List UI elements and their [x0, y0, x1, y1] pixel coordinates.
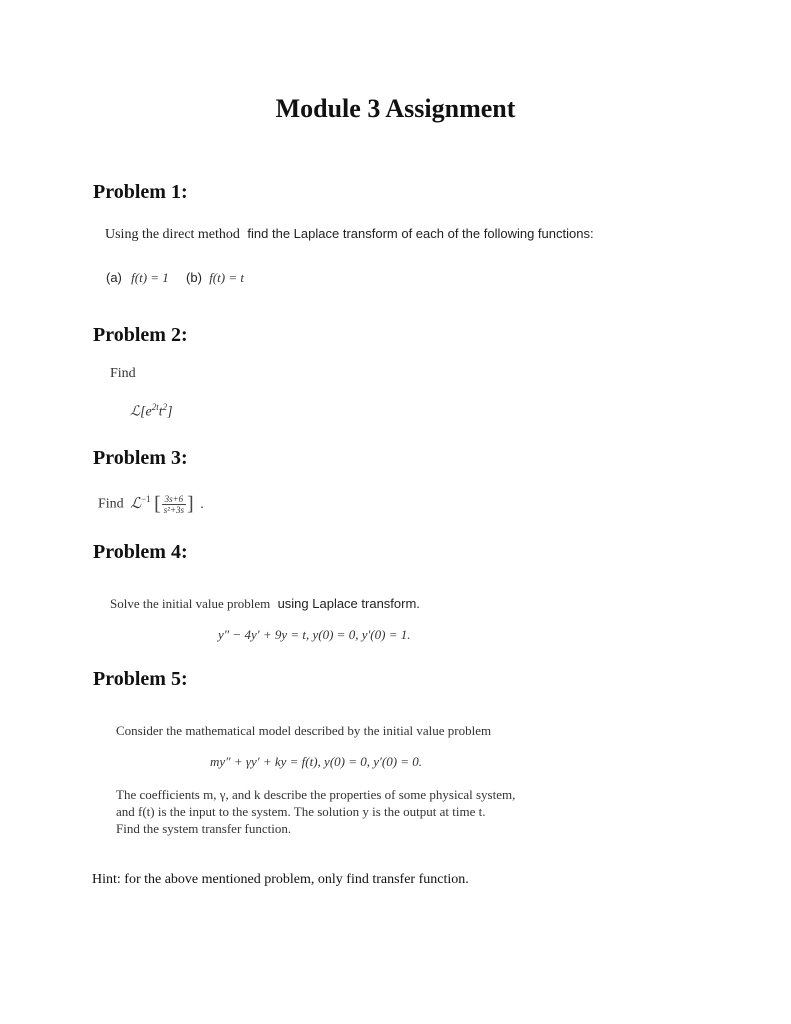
problem-3-find: Find	[98, 496, 124, 512]
problem-5-description	[116, 786, 586, 837]
problem-3-expression	[98, 493, 204, 516]
problem-4-instruction	[110, 596, 420, 612]
problem-5-line-2: and f(t) is the input to the system. The solution y is the output at time t.	[116, 804, 486, 819]
problem-2-exp2: 2	[162, 402, 168, 412]
problem-4-instruction-part2: using Laplace transform.	[277, 596, 420, 611]
problem-1-a-label: (a)	[106, 270, 122, 285]
problem-2-expression	[130, 402, 173, 421]
problem-5-heading: Problem 5:	[93, 668, 188, 690]
problem-3-heading: Problem 3:	[93, 447, 188, 469]
problem-3-numerator: 3s+6	[162, 494, 186, 505]
problem-3-denominator: s²+3s	[163, 505, 185, 515]
problem-1-instruction	[105, 226, 594, 243]
problem-2-expr-prefix: ℒ[e	[130, 404, 152, 420]
page-title: Module 3 Assignment	[275, 94, 516, 123]
right-bracket-icon: ]	[187, 493, 194, 515]
problem-3-fraction	[162, 494, 186, 515]
hint-text: Hint: for the above mentioned problem, only find transfer function.	[92, 872, 469, 887]
problem-1-heading: Problem 1:	[93, 181, 188, 203]
problem-1-items	[106, 270, 244, 286]
problem-1-instruction-part1: Using the direct method	[105, 227, 240, 242]
problem-2-expr-suffix: ]	[167, 404, 173, 420]
problem-3-operator: ℒ	[130, 495, 141, 512]
problem-1-b-label: (b)	[186, 270, 202, 285]
problem-3-period: .	[200, 496, 204, 512]
problem-4-equation: y″ − 4y′ + 9y = t, y(0) = 0, y′(0) = 1.	[218, 627, 411, 642]
problem-3-inverse: −1	[141, 494, 151, 505]
problem-1-b-expr: f(t) = t	[209, 270, 244, 285]
problem-5-line-1: The coefficients m, γ, and k describe the properties of some physical system,	[116, 787, 516, 802]
problem-4-heading: Problem 4:	[93, 541, 188, 563]
problem-2-heading: Problem 2:	[93, 324, 188, 346]
problem-2-expr-mid: t	[158, 404, 163, 420]
left-bracket-icon: [	[154, 493, 161, 515]
problem-1-instruction-part2: find the Laplace transform of each of the following functions:	[247, 226, 594, 241]
problem-2-exp1: 2t	[151, 402, 159, 412]
problem-5-line-3: Find the system transfer function.	[116, 821, 292, 836]
problem-4-instruction-part1: Solve the initial value problem	[110, 596, 271, 611]
problem-5-intro: Consider the mathematical model described by the initial value problem	[116, 723, 492, 738]
problem-5-equation: my″ + γy′ + ky = f(t), y(0) = 0, y′(0) = 0.	[210, 754, 423, 769]
problem-1-a-expr: f(t) = 1	[131, 270, 169, 285]
problem-2-find: Find	[110, 366, 136, 381]
